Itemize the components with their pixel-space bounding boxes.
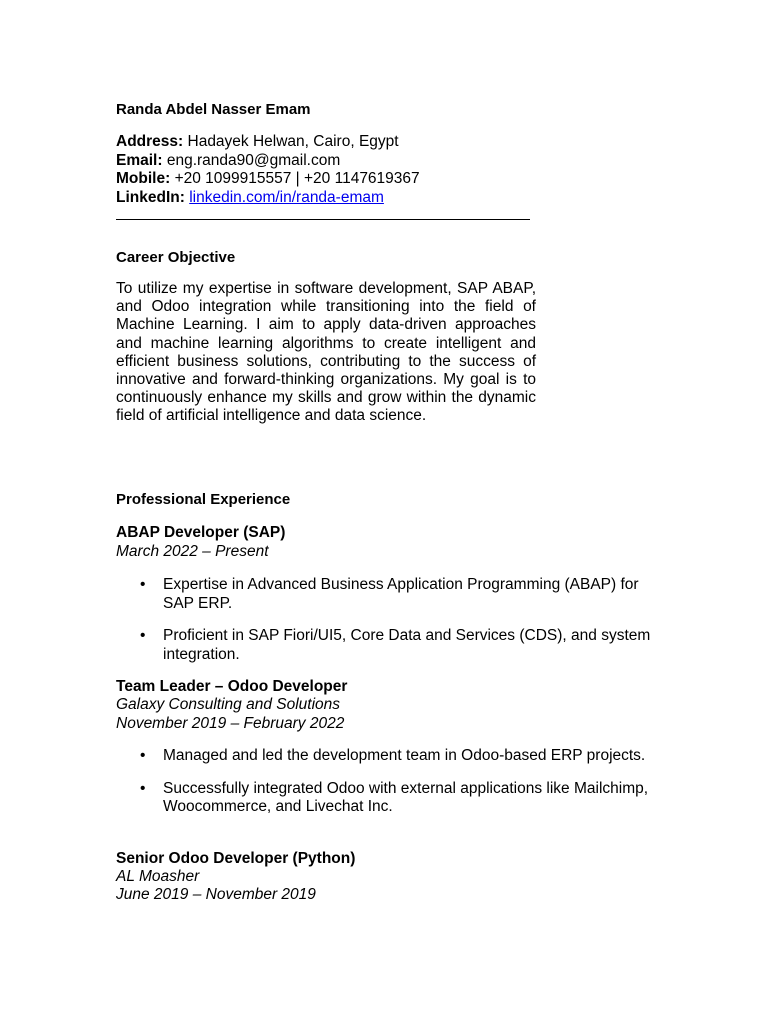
linkedin-link[interactable]: linkedin.com/in/randa-emam	[189, 188, 384, 206]
job-dates: March 2022 – Present	[116, 543, 269, 560]
list-item	[116, 627, 656, 664]
bullet-text: Managed and led the development team in Odoo-based ERP projects.	[163, 747, 646, 764]
bullet-text: Successfully integrated Odoo with external applications like Mailchimp, Woocommerce, and Livechat Inc.	[163, 779, 649, 815]
job-bullet-list	[116, 576, 656, 678]
email-value: eng.randa90@gmail.com	[166, 151, 341, 169]
professional-experience-heading: Professional Experience	[116, 491, 291, 508]
mobile-row	[116, 170, 420, 189]
email-row	[116, 152, 420, 171]
job-dates: June 2019 – November 2019	[116, 886, 316, 903]
address-row	[116, 133, 420, 152]
job-company: Galaxy Consulting and Solutions	[116, 696, 341, 713]
bullet-text: Proficient in SAP Fiori/UI5, Core Data and Services (CDS), and system integration.	[163, 627, 651, 663]
mobile-label: Mobile:	[116, 170, 171, 187]
job-dates: November 2019 – February 2022	[116, 715, 345, 732]
linkedin-row	[116, 189, 420, 208]
header-divider	[116, 219, 530, 220]
bullet-glyph: •	[140, 576, 146, 593]
bullet-glyph: •	[140, 627, 146, 644]
candidate-name: Randa Abdel Nasser Emam	[116, 101, 311, 118]
job-title: ABAP Developer (SAP)	[116, 524, 286, 541]
address-value: Hadayek Helwan, Cairo, Egypt	[187, 133, 399, 150]
mobile-value: +20 1099915557 | +20 1147619367	[174, 170, 420, 187]
bullet-text: Expertise in Advanced Business Application Programming (ABAP) for SAP ERP.	[163, 576, 639, 612]
career-objective-heading: Career Objective	[116, 249, 236, 266]
job-title: Senior Odoo Developer (Python)	[116, 850, 356, 867]
address-label: Address:	[116, 133, 184, 150]
bullet-glyph: •	[140, 779, 146, 797]
list-item	[116, 576, 656, 613]
job-title: Team Leader – Odoo Developer	[116, 678, 348, 695]
list-item	[116, 780, 656, 817]
career-objective-text: To utilize my expertise in software development, SAP ABAP, and Odoo integration while transitioning into the field of Machine Learning. I aim to apply data-driven approaches and machine learning algorithms to create intelligent and efficient business solutions, contributing to the success of innovative and forward-thinking organizations. My goal is to continuously enhance my skills and grow within the dynamic field of artificial intelligence and data science.	[116, 280, 536, 425]
job-company: AL Moasher	[116, 868, 200, 885]
bullet-glyph: •	[140, 747, 146, 764]
linkedin-label: LinkedIn:	[116, 188, 185, 206]
list-item	[116, 747, 656, 766]
email-label: Email:	[116, 151, 163, 169]
job-bullet-list	[116, 747, 656, 831]
contact-block	[116, 133, 420, 207]
